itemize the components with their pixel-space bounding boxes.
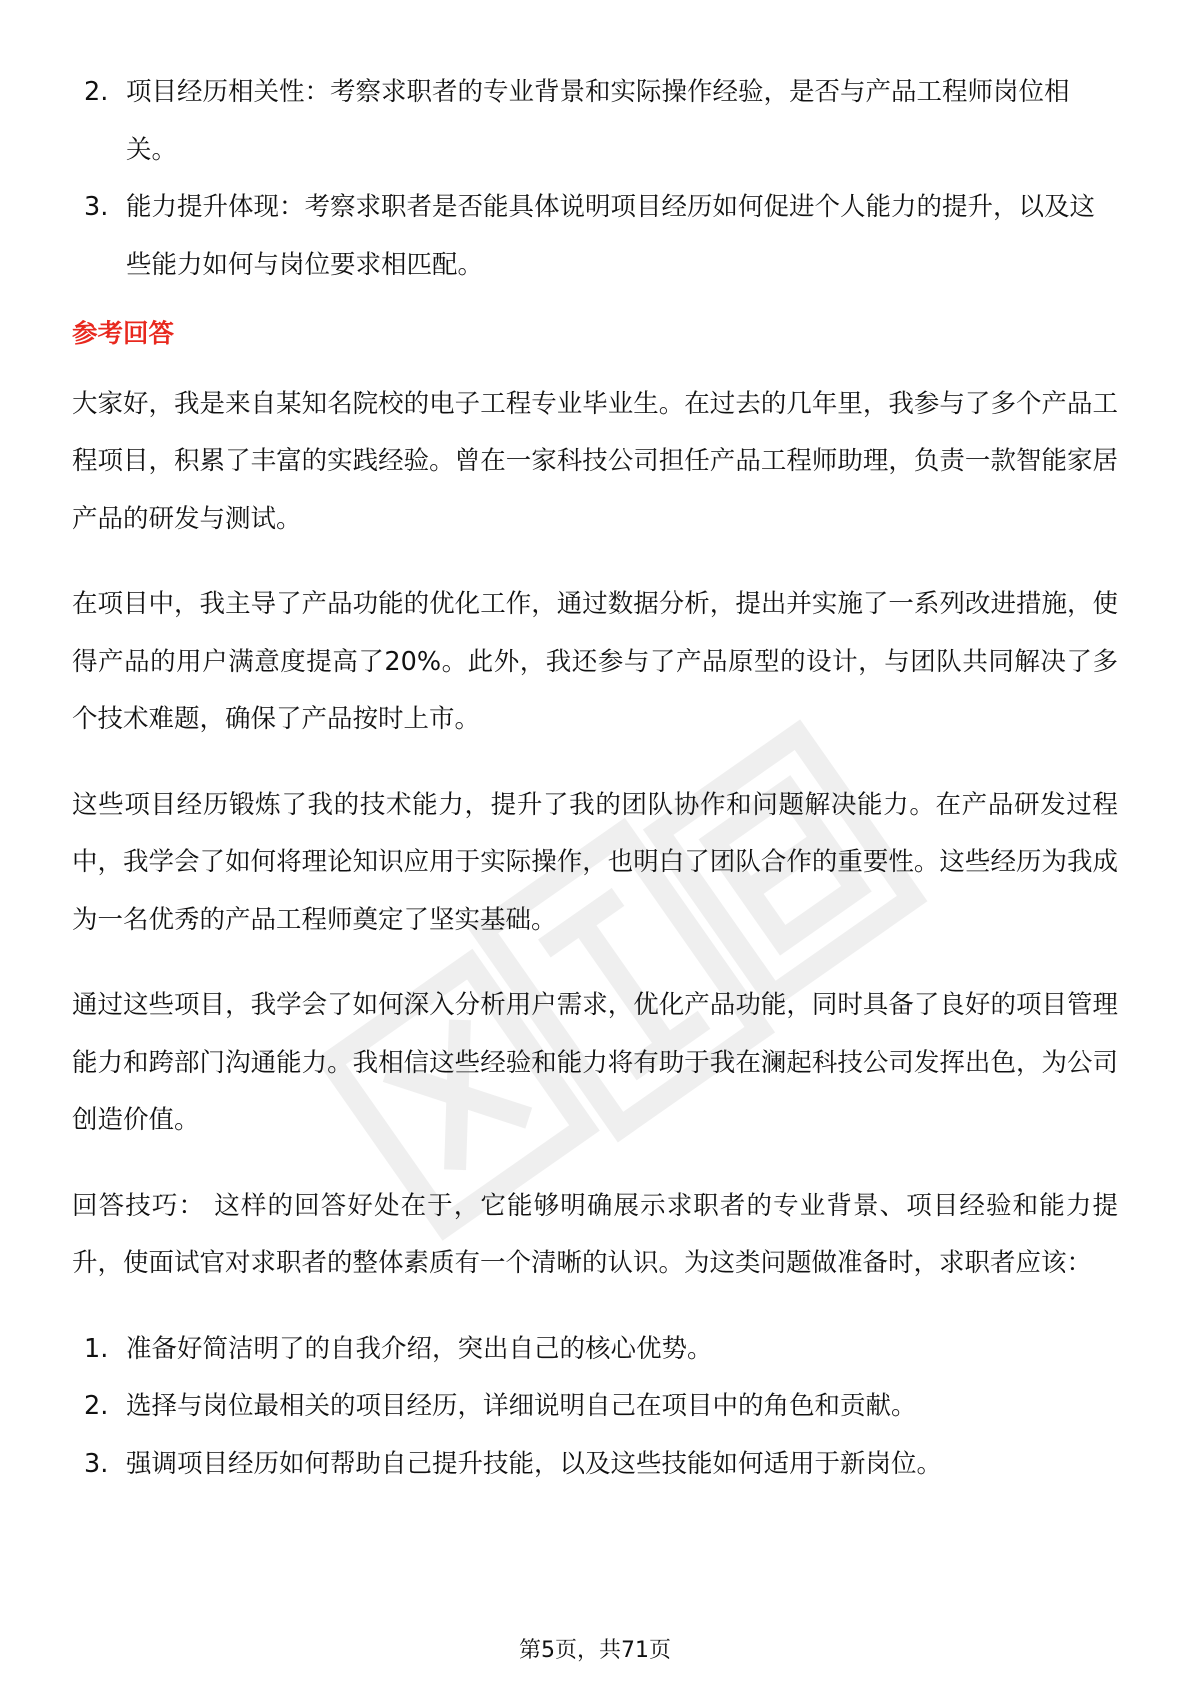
list-item (72, 179, 1118, 294)
list-item (72, 1378, 1118, 1436)
answer-paragraph: 大家好，我是来自某知名院校的电子工程专业毕业生。在过去的几年里，我参与了多个产品工程项目，积累了丰富的实践经验。曾在一家科技公司担任产品工程师助理，负责一款智能家居产品的研发与测试。 (72, 388, 1118, 534)
answer-paragraph: 这些项目经历锻炼了我的技术能力，提升了我的团队协作和问题解决能力。在产品研发过程中，我学会了如何将理论知识应用于实际操作，也明白了团队合作的重要性。这些经历为我成为一名优秀的产品工程师奠定了坚实基础。 (72, 789, 1118, 935)
list-item-text: 准备好简洁明了的自我介绍，突出自己的核心优势。 (126, 1333, 713, 1364)
answer-paragraph: 通过这些项目，我学会了如何深入分析用户需求，优化产品功能，同时具备了良好的项目管理能力和跨部门沟通能力。我相信这些经验和能力将有助于我在澜起科技公司发挥出色，为公司创造价值。 (72, 990, 1118, 1135)
section-heading: 参考回答 (72, 319, 175, 349)
answer-paragraph: 在项目中，我主导了产品功能的优化工作，通过数据分析，提出并实施了一系列改进措施，使得产品的用户满意度提高了20%。此外，我还参与了产品原型的设计，与团队共同解决了多个技术难题，确保了产品按时上市。 (72, 589, 1118, 734)
document-body (72, 64, 1118, 1493)
list-item-text: 项目经历相关性：考察求职者的专业背景和实际操作经验，是否与产品工程师岗位相关。 (126, 77, 1070, 165)
list-item (72, 64, 1118, 179)
list-item-number: 3. (84, 1448, 109, 1479)
list-item-text: 选择与岗位最相关的项目经历，详细说明自己在项目中的角色和贡献。 (126, 1391, 917, 1421)
list-item-number: 2. (84, 77, 109, 107)
page-number-footer: 第5页，共71页 (519, 1638, 671, 1663)
list-item-number: 2. (84, 1391, 109, 1421)
list-item-text: 强调项目经历如何帮助自己提升技能，以及这些技能如何适用于新岗位。 (126, 1448, 943, 1479)
list-item-text: 能力提升体现：考察求职者是否能具体说明项目经历如何促进个人能力的提升，以及这些能力如何与岗位要求相匹配。 (126, 192, 1096, 280)
list-item (72, 1436, 1118, 1494)
list-item-number: 3. (84, 192, 109, 222)
answer-tips-list (72, 1321, 1118, 1494)
list-item-number: 1. (84, 1333, 109, 1364)
answer-tips-paragraph: 回答技巧： 这样的回答好处在于，它能够明确展示求职者的专业背景、项目经验和能力提升，使面试官对求职者的整体素质有一个清晰的认识。为这类问题做准备时，求职者应该： (72, 1190, 1118, 1278)
evaluation-criteria-list (72, 64, 1118, 294)
list-item (72, 1321, 1118, 1379)
